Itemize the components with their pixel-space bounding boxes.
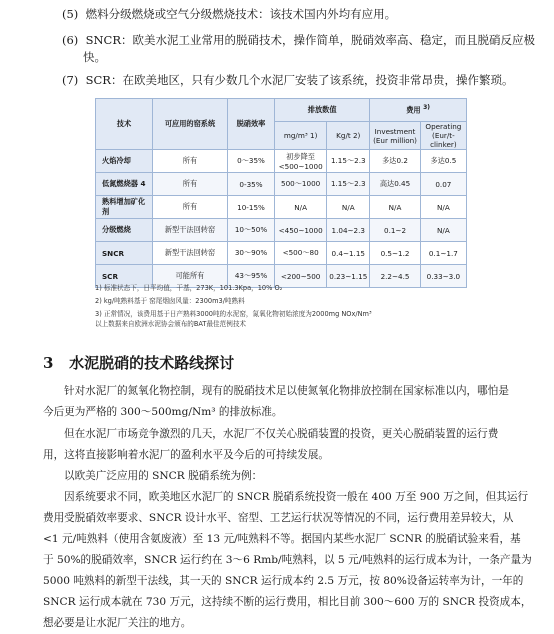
- cell-tech: SNCR: [96, 242, 153, 265]
- section-number: 3: [43, 354, 54, 372]
- header-investment: Investment (Eur million): [370, 122, 420, 150]
- cell-kiln: 可能所有: [153, 265, 228, 288]
- section-title: 水泥脱硝的技术路线探讨: [69, 354, 235, 372]
- table-note: 2) kg/吨熟料基于 窑尾烟囱风量：2300m3/吨熟料: [95, 297, 245, 305]
- cell-op: 0.07: [420, 173, 466, 196]
- paragraph-line: 用，这将直接影响着水泥厂的盈利水平及今后的可持续发展。: [43, 449, 330, 461]
- header-tech: 技术: [96, 99, 153, 150]
- cell-op: 多达0.5: [420, 150, 466, 173]
- cell-kiln: 所有: [153, 173, 228, 196]
- cell-tech: 火焰冷却: [96, 150, 153, 173]
- paragraph-line: 5000 吨熟料的新型干法线，其一天的 SNCR 运行成本约 2.5 万元，按 80%设备运转率为计，一年的: [43, 575, 524, 587]
- paragraph: [43, 424, 525, 466]
- item-number: (7): [62, 73, 79, 87]
- paragraph: [43, 487, 532, 634]
- item-text: SNCR：欧美水泥工业常用的脱硝技术，操作简单，脱硝效率高、稳定，而且脱硝反应极: [85, 33, 536, 47]
- paragraph-line: 费用受脱硝效率要求、SNCR 设计水平、窑型、工艺运行状况等情况的不同，运行费用差异较大，从: [43, 512, 514, 524]
- cell-op: N/A: [420, 196, 466, 219]
- cell-kg: N/A: [327, 196, 370, 219]
- table-note: 3) 正常情况，该费用基于日产熟料3000吨的水泥窑，氮氧化物初始浓度为2000mg NOx/Nm³: [95, 310, 372, 318]
- cell-mg: <500～80: [275, 242, 327, 265]
- header-cost-label: 费用: [406, 105, 421, 115]
- item-text: 燃料分级燃烧或空气分级燃烧技术：该技术国内外均有应用。: [85, 7, 397, 21]
- cell-mg: <450~1000: [275, 219, 327, 242]
- cell-eff: 0-35%: [228, 173, 275, 196]
- cell-kg: 0.23~1.15: [327, 265, 370, 288]
- paragraph-line: 于 50%的脱硝效率，SNCR 运行约在 3～6 Rmb/吨熟料，以 5 元/吨熟料的运行成本为计，一条产量为: [43, 554, 532, 566]
- cell-kg: 1.15～2.3: [327, 150, 370, 173]
- cell-kg: 1.15～2.3: [327, 173, 370, 196]
- table-row: [96, 196, 467, 219]
- table-row: [96, 242, 467, 265]
- section-heading: [43, 352, 234, 373]
- cell-tech: 分级燃烧: [96, 219, 153, 242]
- cell-tech: SCR: [96, 265, 153, 288]
- cell-mg: 500～1000: [275, 173, 327, 196]
- header-efficiency: 脱硝效率: [228, 99, 275, 150]
- header-kiln: 可应用的窑系统: [153, 99, 228, 150]
- cell-eff: 0～35%: [228, 150, 275, 173]
- paragraph-line: 以欧美广泛应用的 SNCR 脱硝系统为例：: [64, 470, 263, 482]
- item-number: (6): [62, 33, 79, 47]
- cell-op: N/A: [420, 219, 466, 242]
- cell-kiln: 新型干法回转窑: [153, 242, 228, 265]
- table-note: 以上数据来自欧洲水泥协会颁布的BAT最佳范例技术: [95, 320, 247, 328]
- cell-inv: 0.5~1.2: [370, 242, 420, 265]
- paragraph-line: 今后更为严格的 300～500mg/Nm³ 的排放标准。: [43, 406, 283, 418]
- paragraph: [43, 466, 525, 487]
- cell-kg: 1.04~2.3: [327, 219, 370, 242]
- cell-eff: 10～50%: [228, 219, 275, 242]
- cell-mg: 初步降至 <500~1000: [275, 150, 327, 173]
- list-item-7: [62, 72, 513, 88]
- list-item-5: [62, 6, 396, 22]
- paragraph-line: 针对水泥厂的氮氧化物控制，现有的脱硝技术足以使氮氧化物排放控制在国家标准以内，哪怕是: [64, 385, 509, 397]
- cell-inv: 2.2~4.5: [370, 265, 420, 288]
- item-text: SCR：在欧美地区，只有少数几个水泥厂安装了该系统，投资非常昂贵，操作繁琐。: [85, 73, 514, 87]
- paragraph-line: SNCR 运行成本就在 730 万元，这持续不断的运行费用，相比目前 300～600 万的 SNCR 投资成本，: [43, 596, 532, 608]
- table-row: [96, 150, 467, 173]
- cell-tech: 低氮燃烧器 4: [96, 173, 153, 196]
- paragraph-line: 但在水泥厂市场竞争激烈的几天，水泥厂不仅关心脱硝装置的投资，更关心脱硝装置的运行费: [64, 428, 499, 440]
- table-row: [96, 219, 467, 242]
- cell-inv: N/A: [370, 196, 420, 219]
- item-number: (5): [62, 7, 79, 21]
- cell-inv: 多达0.2: [370, 150, 420, 173]
- cell-eff: 30～90%: [228, 242, 275, 265]
- paragraph-line: <1 元/吨熟料（使用含氨废液）至 13 元/吨熟料不等。据国内某些水泥厂 SCNR 的脱硝试验来看，基: [43, 533, 521, 545]
- header-emission: 排放数值: [275, 99, 370, 122]
- list-item-6: [62, 32, 535, 48]
- denitrification-technology-table: [95, 98, 467, 288]
- header-cost: [370, 99, 467, 122]
- cell-kg: 0.4~1.15: [327, 242, 370, 265]
- cell-op: 0.1~1.7: [420, 242, 466, 265]
- header-mg: mg/m³ 1): [275, 122, 327, 150]
- cell-kiln: 新型干法回转窑: [153, 219, 228, 242]
- cell-mg: N/A: [275, 196, 327, 219]
- cell-inv: 0.1~2: [370, 219, 420, 242]
- paragraph-line: 想必要是让水泥厂关注的地方。: [43, 617, 192, 629]
- cell-kiln: 所有: [153, 150, 228, 173]
- cell-eff: 10-15%: [228, 196, 275, 219]
- cell-mg: <200~500: [275, 265, 327, 288]
- header-cost-sup: 3): [423, 104, 431, 112]
- table-note: 1) 标准状态下，日平均值，干基，273K，101.3Kpa，10% O₂: [95, 284, 283, 292]
- cell-op: 0.33~3.0: [420, 265, 466, 288]
- cell-eff: 43～95%: [228, 265, 275, 288]
- list-item-6-continuation: 快。: [83, 50, 106, 64]
- table-row: [96, 173, 467, 196]
- cell-kiln: 所有: [153, 196, 228, 219]
- cell-tech: 熟料增加矿化剂: [96, 196, 153, 219]
- paragraph: [43, 381, 525, 423]
- header-kg: Kg/t 2): [327, 122, 370, 150]
- header-operating: Operating (Eur/t-clinker): [420, 122, 466, 150]
- cell-inv: 高达0.45: [370, 173, 420, 196]
- paragraph-line: 因系统要求不同，欧美地区水泥厂的 SNCR 脱硝系统投资一般在 400 万至 900 万之间，但其运行: [64, 491, 529, 503]
